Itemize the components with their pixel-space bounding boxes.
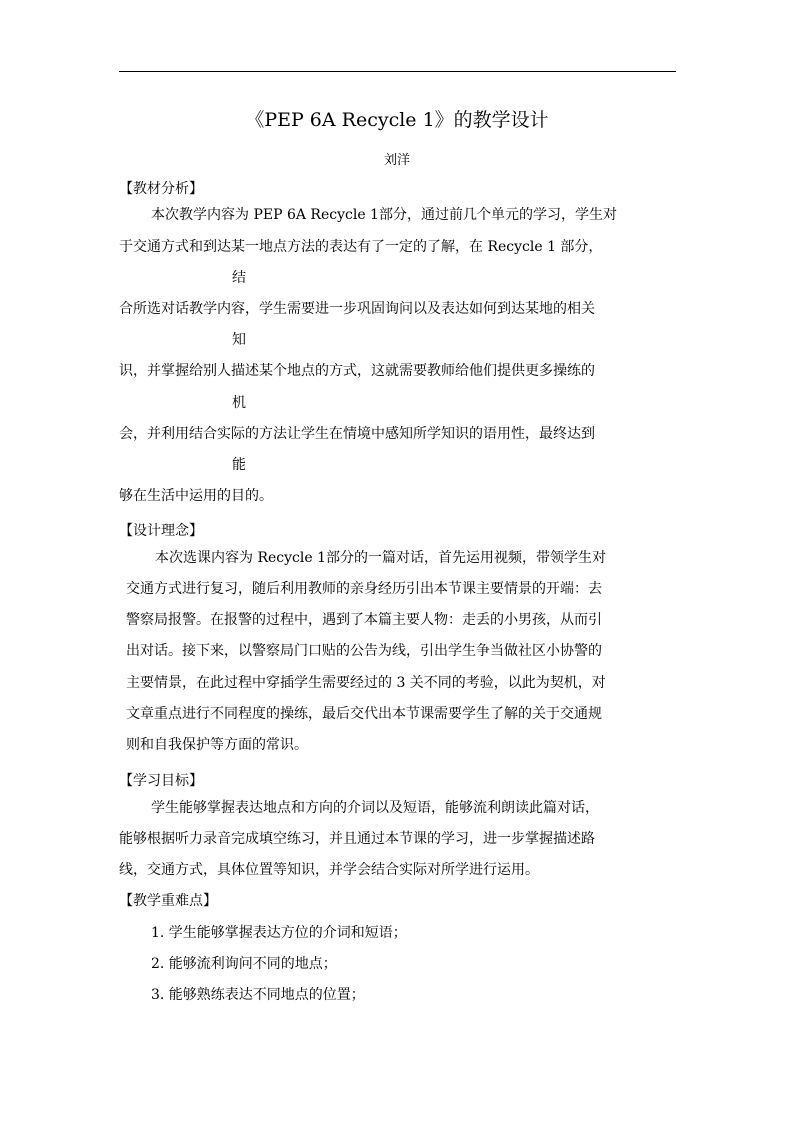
paragraph-line: 本次选课内容为 Recycle 1部分的一篇对话，首先运用视频，带领学生对 [155,550,606,566]
paragraph-line: 交通方式进行复习，随后利用教师的亲身经历引出本节课主要情景的开端：去 [126,581,602,597]
header-rule [119,71,676,72]
paragraph-line: 警察局报警。在报警的过程中，遇到了本篇主要人物：走丢的小男孩，从而引 [126,612,602,628]
paragraph-line: 学生能够掌握表达地点和方向的介词以及短语，能够流利朗读此篇对话， [151,800,599,816]
paragraph-line: 文章重点进行不同程度的操练，最后交代出本节课需要学生了解的关于交通规 [126,706,602,722]
paragraph-line: 知 [232,332,246,348]
paragraph-line: 则和自我保护等方面的常识。 [126,737,308,753]
paragraph-line: 能 [232,457,246,473]
list-item: 1. 学生能够掌握表达方位的介词和短语； [151,925,407,941]
paragraph-line: 出对话。接下来，以警察局门口贴的公告为线，引出学生争当做社区小协警的 [126,643,602,659]
paragraph-line: 线，交通方式，具体位置等知识，并学会结合实际对所学进行运用。 [119,862,539,878]
section-heading-textbook-analysis: 【教材分析】 [119,181,203,197]
paragraph-line: 于交通方式和到达某一地点方法的表达有了一定的了解，在 Recycle 1 部分， [119,239,603,255]
paragraph-line: 本次教学内容为 PEP 6A Recycle 1部分，通过前几个单元的学习，学生对 [151,207,617,223]
list-item: 2. 能够流利询问不同的地点； [151,956,337,972]
paragraph-line: 识，并掌握给别人描述某个地点的方式，这就需要教师给他们提供更多操练的 [119,363,595,379]
paragraph-line: 机 [232,395,246,411]
list-item: 3. 能够熟练表达不同地点的位置； [151,987,365,1003]
paragraph-line: 会，并利用结合实际的方法让学生在情境中感知所学知识的语用性，最终达到 [119,426,595,442]
document-title: 《PEP 6A Recycle 1》的教学设计 [245,109,549,131]
section-heading-learning-objectives: 【学习目标】 [119,773,203,789]
paragraph-line: 够在生活中运用的目的。 [119,488,273,504]
section-heading-design-concept: 【设计理念】 [119,523,203,539]
paragraph-line: 主要情景，在此过程中穿插学生需要经过的 3 关不同的考验，以此为契机，对 [126,675,606,691]
paragraph-line: 结 [232,270,246,286]
section-heading-key-points: 【教学重难点】 [119,893,217,909]
document-author: 刘洋 [383,153,410,168]
paragraph-line: 合所选对话教学内容，学生需要进一步巩固询问以及表达如何到达某地的相关 [119,301,595,317]
paragraph-line: 能够根据听力录音完成填空练习，并且通过本节课的学习，进一步掌握描述路 [119,831,595,847]
